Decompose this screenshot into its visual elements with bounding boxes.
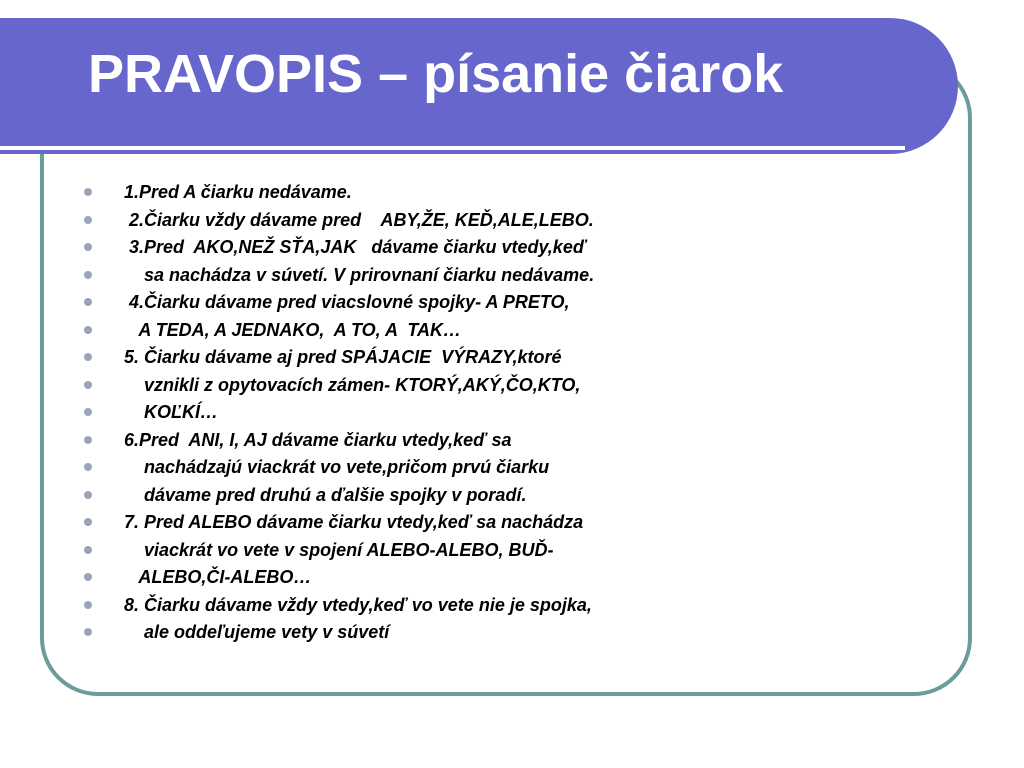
bullet-icon: [84, 546, 92, 554]
list-item: [78, 536, 938, 564]
list-item: [78, 453, 938, 481]
list-item-text: 1.Pred A čiarku nedávame.: [124, 182, 352, 202]
list-item-text: viackrát vo vete v spojení ALEBO-ALEBO, BUĎ-: [124, 539, 554, 560]
list-item-text: nachádzajú viackrát vo vete,pričom prvú čiarku: [124, 457, 550, 477]
list-item: [78, 426, 938, 454]
list-item-text: ale oddeľujeme vety v súvetí: [124, 622, 390, 642]
bullet-list: [78, 178, 938, 646]
bullet-icon: [84, 188, 92, 196]
list-item: [78, 398, 938, 426]
list-item: [78, 261, 938, 289]
list-item-text: sa nachádza v súvetí. V prirovnaní čiarku nedávame.: [124, 264, 595, 285]
list-item-text: 6.Pred ANI, I, AJ dávame čiarku vtedy,keď sa: [124, 429, 512, 450]
bullet-icon: [84, 491, 92, 499]
bullet-icon: [84, 573, 92, 581]
list-item-text: 5. Čiarku dávame aj pred SPÁJACIE VÝRAZY,ktoré: [124, 347, 562, 367]
list-item: [78, 563, 938, 591]
bullet-icon: [84, 518, 92, 526]
list-item: [78, 591, 938, 619]
list-item: [78, 316, 938, 344]
list-item: [78, 288, 938, 316]
slide-title: PRAVOPIS – písanie čiarok: [88, 44, 784, 104]
list-item-text: 7. Pred ALEBO dávame čiarku vtedy,keď sa nachádza: [124, 512, 584, 532]
list-item-text: dávame pred druhú a ďalšie spojky v poradí.: [124, 484, 527, 505]
bullet-icon: [84, 381, 92, 389]
list-item-text: 2.Čiarku vždy dávame pred ABY,ŽE, KEĎ,ALE,LEBO.: [124, 209, 594, 230]
list-item: [78, 178, 938, 206]
bullet-icon: [84, 463, 92, 471]
list-item-text: A TEDA, A JEDNAKO, A TO, A TAK…: [124, 319, 462, 340]
list-item: [78, 508, 938, 536]
bullet-icon: [84, 601, 92, 609]
list-item: [78, 233, 938, 261]
bullet-icon: [84, 243, 92, 251]
bullet-icon: [84, 628, 92, 636]
list-item: [78, 206, 938, 234]
bullet-icon: [84, 271, 92, 279]
list-item-text: 3.Pred AKO,NEŽ SŤA,JAK dávame čiarku vtedy,keď: [124, 237, 587, 257]
list-item-text: 8. Čiarku dávame vždy vtedy,keď vo vete nie je spojka,: [124, 594, 592, 615]
list-item: [78, 618, 938, 646]
bullet-icon: [84, 408, 92, 416]
bullet-icon: [84, 326, 92, 334]
list-item: [78, 371, 938, 399]
title-underline: [0, 146, 905, 150]
bullet-icon: [84, 436, 92, 444]
list-item-text: ALEBO,ČI-ALEBO…: [124, 567, 312, 587]
list-item: [78, 481, 938, 509]
list-item-text: 4.Čiarku dávame pred viacslovné spojky- A PRETO,: [124, 292, 570, 312]
bullet-icon: [84, 216, 92, 224]
bullet-icon: [84, 353, 92, 361]
list-item-text: KOĽKÍ…: [124, 402, 218, 422]
list-item: [78, 343, 938, 371]
bullet-icon: [84, 298, 92, 306]
list-item-text: vznikli z opytovacích zámen- KTORÝ,AKÝ,ČO,KTO,: [124, 374, 581, 395]
